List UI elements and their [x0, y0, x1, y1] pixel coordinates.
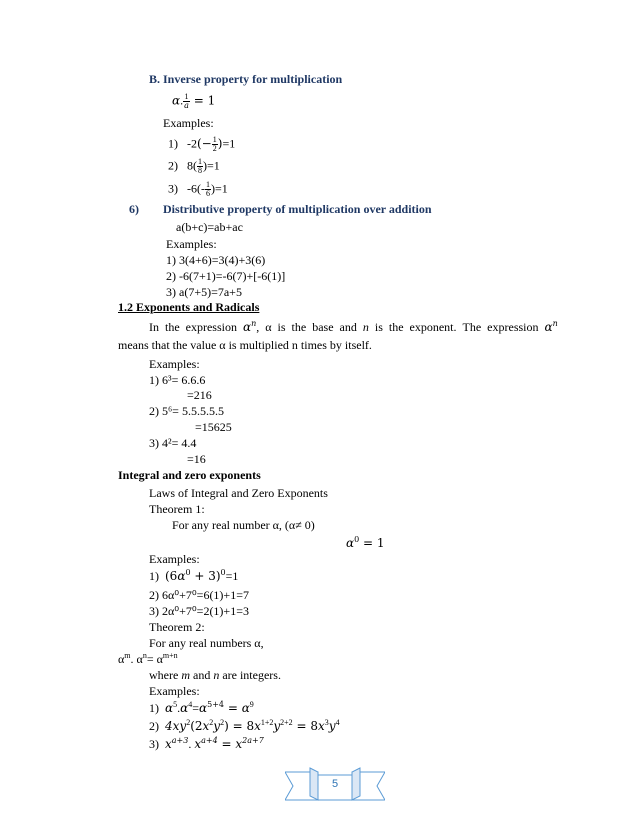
product-rule-example-3: 3) $x^{a+3}$. $x^{a+4} = x^{2a+7}$ [149, 736, 264, 751]
page-number: 5 [331, 778, 339, 790]
section-heading-exponents: 1.2 Exponents and Radicals [118, 300, 260, 314]
theorem-2-condition: where m and n are integers. [149, 668, 281, 682]
distributive-example-1: 1) 3(4+6)=3(4)+3(6) [166, 253, 266, 267]
theorem-2-label: Theorem 2: [149, 620, 205, 634]
distributive-example-3: 3) a(7+5)=7a+5 [166, 285, 242, 299]
exponent-example-3: 3) 4²= 4.4 [149, 436, 197, 450]
distributive-heading: Distributive property of multiplication over addition [163, 202, 432, 216]
theorem-2-formula: $\alpha^m$. $\alpha^n= \alpha^{m+n}$ [118, 651, 178, 666]
theorem-1-formula: $\alpha^0 = 1$ [346, 535, 385, 550]
zero-exponent-example-1: 1) $(6\alpha^0 + 3)^0=1$ [149, 568, 239, 583]
examples-label: Examples: [149, 357, 200, 371]
exponent-example-3-result: =16 [187, 452, 206, 466]
inverse-example-1: 1) -2(− $\frac{1}{2}$ )=1 [168, 135, 236, 153]
laws-title: Laws of Integral and Zero Exponents [149, 486, 328, 500]
inverse-example-3: 3) -6(- $\frac{1}{6}$ )=1 [168, 180, 228, 198]
distributive-example-2: 2) -6(7+1)=-6(7)+[-6(1)] [166, 269, 286, 283]
examples-label: Examples: [149, 552, 200, 566]
examples-label: Examples: [166, 237, 217, 251]
exponent-example-1-result: =216 [187, 388, 212, 402]
paragraph-line-2: means that the value α is multiplied n times by itself. [118, 338, 372, 352]
theorem-2-text: For any real numbers α, [149, 636, 264, 650]
inverse-formula: α. $\frac{1}{a}$ = 1 [172, 92, 216, 110]
distributive-formula: a(b+c)=ab+ac [176, 220, 243, 234]
zero-exponent-example-3: 3) 2α⁰+7⁰=2(1)+1=3 [149, 604, 249, 618]
exponent-example-2-result: =15625 [195, 420, 232, 434]
theorem-1-label: Theorem 1: [149, 502, 205, 516]
product-rule-example-1: 1) $\alpha^5.\alpha^4=\alpha^{5+4} = \alpha^9$ [149, 700, 254, 715]
theorem-1-text: For any real number α, (α≠ 0) [172, 518, 315, 532]
paragraph-line-1: In the expression $\alpha^n$, α is the base and n is the exponent. The expression $\alpha^n$ [149, 319, 558, 334]
product-rule-example-2: 2) $4xy^2(2x^2y^2) = 8x^{1+2}y^{2+2} = 8x^3y^4$ [149, 718, 340, 733]
inverse-property-heading: B. Inverse property for multiplication [149, 72, 343, 86]
exponent-example-2: 2) 5⁶= 5.5.5.5.5 [149, 404, 224, 418]
examples-label: Examples: [163, 116, 214, 130]
inverse-example-2: 2) 8( $\frac{1}{8}$ )=1 [168, 157, 220, 175]
exponent-example-1: 1) 6³= 6.6.6 [149, 373, 206, 387]
zero-exponent-example-2: 2) 6α⁰+7⁰=6(1)+1=7 [149, 588, 249, 602]
examples-label: Examples: [149, 684, 200, 698]
subheading-integral-zero: Integral and zero exponents [118, 468, 261, 482]
distributive-number: 6) [129, 202, 139, 216]
